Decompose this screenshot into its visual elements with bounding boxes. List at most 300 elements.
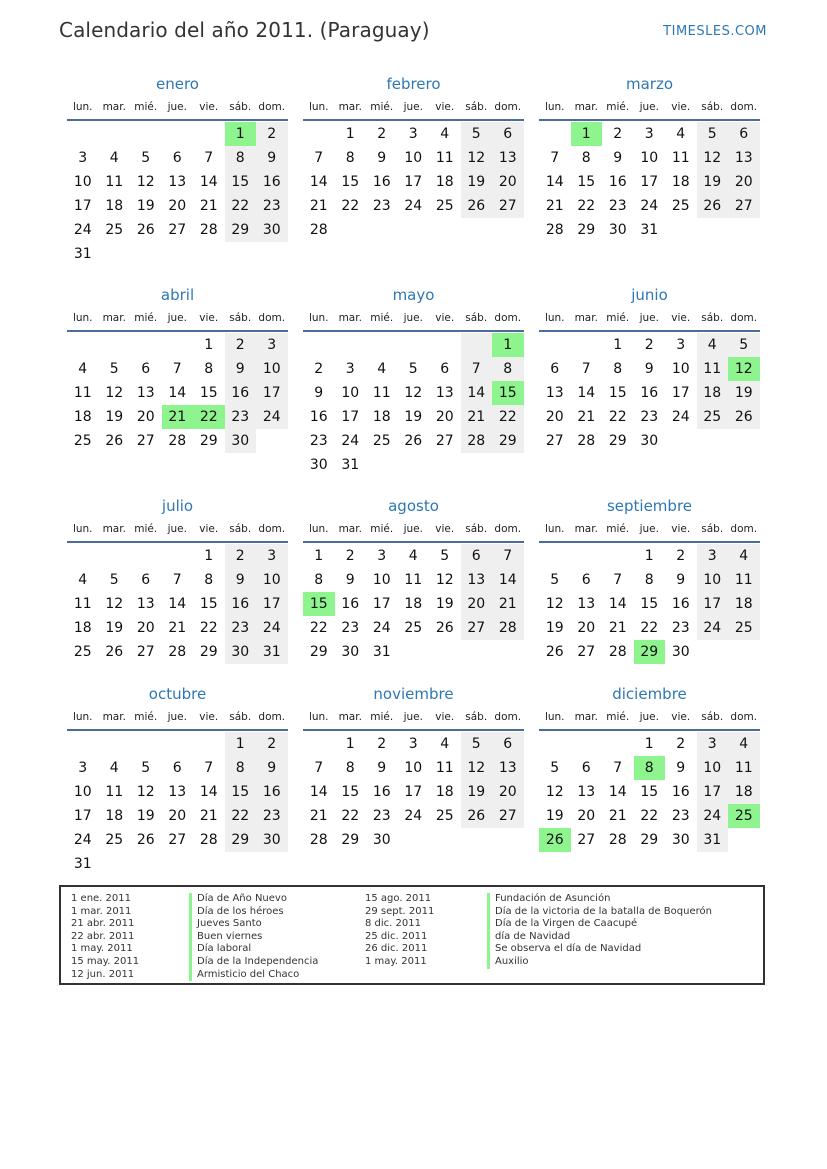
day-cell: 22 (341, 198, 360, 214)
holiday-date: 8 dic. 2011 (365, 918, 421, 930)
day-cell: 13 (577, 784, 596, 800)
day-cell: 12 (105, 596, 124, 612)
legend-names-right (487, 893, 712, 969)
day-empty (665, 218, 697, 242)
day-empty (99, 732, 131, 756)
day-cell: 19 (545, 620, 564, 636)
weekday-label: mié. (134, 312, 158, 324)
day-empty (256, 852, 288, 876)
day-cell: 20 (168, 198, 187, 214)
day-cell: 6 (492, 122, 524, 146)
day-cell: 6 (172, 150, 182, 166)
weekday-label: jue. (403, 523, 423, 535)
day-empty (256, 429, 288, 453)
holiday-name: Día de Año Nuevo (189, 893, 318, 906)
day-cell: 3 (256, 544, 288, 568)
day-cell: 18 (728, 780, 760, 804)
day-empty (461, 828, 493, 852)
day-empty (571, 333, 603, 357)
day-cell: 16 (256, 780, 288, 804)
weekday-label: vie. (435, 523, 455, 535)
weekday-header (67, 706, 288, 731)
day-cell: 19 (136, 198, 155, 214)
day-cell: 23 (225, 616, 257, 640)
day-empty (461, 640, 493, 664)
day-cell: 24 (404, 808, 423, 824)
day-cell: 16 (225, 592, 257, 616)
weekday-label: sáb. (229, 711, 252, 723)
day-cell: 4 (728, 732, 760, 756)
day-cell: 13 (577, 596, 596, 612)
day-cell: 9 (345, 572, 355, 588)
day-cell: 24 (372, 620, 391, 636)
day-cell: 27 (492, 804, 524, 828)
day-cell: 13 (435, 385, 454, 401)
day-cell: 7 (550, 150, 560, 166)
day-cell: 29 (199, 433, 218, 449)
day-cell: 17 (256, 592, 288, 616)
weekday-label: dom. (258, 101, 286, 113)
day-cell: 6 (141, 572, 151, 588)
day-cell: 22 (640, 808, 659, 824)
day-cell: 5 (109, 572, 119, 588)
day-cell: 25 (73, 644, 92, 660)
day-cell: 13 (461, 568, 493, 592)
weekday-label: dom. (494, 312, 522, 324)
brand-link[interactable]: TIMESLES.COM (663, 24, 767, 39)
day-cell: 8 (345, 760, 355, 776)
month-agosto (303, 494, 524, 664)
day-cell: 2 (314, 361, 324, 377)
weekday-label: mar. (574, 101, 598, 113)
day-grid (539, 544, 760, 664)
day-empty (193, 242, 225, 266)
weekday-label: jue. (403, 312, 423, 324)
weekday-label: lun. (544, 312, 565, 324)
day-cell: 29 (199, 644, 218, 660)
weekday-label: mar. (574, 523, 598, 535)
holiday-name: Se observa el día de Navidad (487, 943, 712, 956)
day-cell: 6 (492, 732, 524, 756)
day-cell: 21 (309, 808, 328, 824)
day-cell: 20 (168, 808, 187, 824)
day-empty (99, 852, 131, 876)
day-cell: 20 (577, 620, 596, 636)
month-name: febrero (386, 75, 441, 93)
day-cell: 23 (309, 433, 328, 449)
day-cell: 19 (105, 620, 124, 636)
day-cell: 13 (136, 596, 155, 612)
weekday-header (539, 307, 760, 332)
day-cell: 2 (225, 333, 257, 357)
day-cell: 16 (671, 784, 690, 800)
day-empty (492, 640, 524, 664)
day-cell: 12 (545, 784, 564, 800)
day-cell: 6 (581, 760, 591, 776)
day-cell: 16 (372, 784, 391, 800)
month-diciembre (539, 682, 760, 852)
day-cell: 21 (199, 198, 218, 214)
day-cell: 19 (697, 170, 729, 194)
weekday-label: mar. (338, 523, 362, 535)
month-junio (539, 283, 760, 453)
day-cell: 10 (640, 150, 659, 166)
day-cell: 28 (199, 832, 218, 848)
holiday-date: 22 abr. 2011 (71, 930, 135, 942)
day-empty (162, 852, 194, 876)
day-empty (162, 242, 194, 266)
holiday-date: 25 dic. 2011 (365, 930, 428, 942)
day-cell: 31 (640, 222, 659, 238)
day-cell: 2 (644, 337, 654, 353)
day-cell: 7 (461, 357, 493, 381)
day-cell: 2 (225, 544, 257, 568)
weekday-label: lun. (308, 101, 329, 113)
day-empty (429, 828, 461, 852)
day-cell: 14 (577, 385, 596, 401)
weekday-label: mié. (134, 711, 158, 723)
day-cell: 26 (697, 194, 729, 218)
day-cell: 30 (640, 433, 659, 449)
weekday-label: sáb. (465, 711, 488, 723)
day-cell: 27 (168, 222, 187, 238)
day-cell: 1 (314, 548, 324, 564)
day-cell: 15 (199, 596, 218, 612)
weekday-label: vie. (671, 312, 691, 324)
day-cell: 4 (78, 572, 88, 588)
month-name: mayo (392, 286, 435, 304)
day-empty (67, 333, 99, 357)
holiday-date: 1 may. 2011 (71, 943, 133, 955)
weekday-label: vie. (199, 312, 219, 324)
day-cell: 27 (577, 644, 596, 660)
day-empty (602, 544, 634, 568)
day-cell: 14 (461, 381, 493, 405)
day-empty (67, 544, 99, 568)
day-cell: 8 (225, 146, 257, 170)
weekday-label: dom. (494, 101, 522, 113)
weekday-label: mar. (102, 101, 126, 113)
day-cell: 10 (671, 361, 690, 377)
day-cell: 22 (577, 198, 596, 214)
day-cell: 3 (408, 126, 418, 142)
day-cell: 29 (341, 832, 360, 848)
day-cell: 17 (640, 174, 659, 190)
day-cell: 21 (608, 620, 627, 636)
day-cell: 21 (492, 592, 524, 616)
holiday-date: 1 ene. 2011 (71, 893, 131, 904)
day-cell: 12 (545, 596, 564, 612)
day-empty (728, 640, 760, 664)
month-name: agosto (388, 497, 439, 515)
day-cell: 1 (644, 736, 654, 752)
day-cell: 2 (613, 126, 623, 142)
day-cell: 8 (225, 756, 257, 780)
day-cell: 12 (136, 174, 155, 190)
day-cell: 22 (640, 620, 659, 636)
day-cell: 18 (372, 409, 391, 425)
day-cell: 6 (461, 544, 493, 568)
day-cell: 4 (728, 544, 760, 568)
day-empty (256, 242, 288, 266)
day-cell: 30 (671, 644, 690, 660)
day-cell: 25 (671, 198, 690, 214)
day-cell: 18 (671, 174, 690, 190)
day-cell: 19 (105, 409, 124, 425)
weekday-label: jue. (167, 101, 187, 113)
day-cell: 4 (676, 126, 686, 142)
day-cell: 9 (676, 572, 686, 588)
day-empty (492, 828, 524, 852)
day-cell: 2 (377, 736, 387, 752)
weekday-label: vie. (199, 101, 219, 113)
day-empty (602, 732, 634, 756)
day-cell: 16 (309, 409, 328, 425)
holiday-day: 21 (162, 405, 194, 429)
day-cell: 3 (377, 548, 387, 564)
day-cell: 31 (73, 856, 92, 872)
day-cell: 10 (73, 174, 92, 190)
day-empty (697, 429, 729, 453)
day-cell: 18 (728, 592, 760, 616)
day-cell: 29 (640, 832, 659, 848)
day-empty (193, 732, 225, 756)
day-cell: 16 (256, 170, 288, 194)
day-cell: 12 (697, 146, 729, 170)
day-cell: 3 (697, 544, 729, 568)
day-cell: 21 (199, 808, 218, 824)
day-cell: 30 (225, 429, 257, 453)
day-cell: 2 (676, 736, 686, 752)
day-cell: 28 (608, 832, 627, 848)
weekday-label: vie. (435, 711, 455, 723)
day-cell: 24 (671, 409, 690, 425)
day-empty (303, 122, 335, 146)
weekday-label: jue. (639, 101, 659, 113)
day-cell: 13 (545, 385, 564, 401)
day-empty (303, 333, 335, 357)
weekday-label: mar. (574, 711, 598, 723)
day-cell: 23 (608, 198, 627, 214)
day-cell: 28 (309, 832, 328, 848)
weekday-header (539, 518, 760, 543)
day-cell: 18 (105, 808, 124, 824)
day-cell: 10 (697, 756, 729, 780)
day-cell: 20 (461, 592, 493, 616)
day-cell: 17 (697, 592, 729, 616)
holiday-day: 29 (634, 640, 666, 664)
weekday-label: vie. (435, 312, 455, 324)
day-empty (225, 852, 257, 876)
holiday-name: Buen viernes (189, 931, 318, 944)
day-cell: 15 (341, 784, 360, 800)
day-cell: 21 (168, 620, 187, 636)
month-name: marzo (625, 75, 674, 93)
holiday-day: 25 (728, 804, 760, 828)
day-empty (492, 218, 524, 242)
day-grid (67, 333, 288, 453)
day-cell: 21 (461, 405, 493, 429)
day-cell: 30 (256, 828, 288, 852)
day-grid (303, 732, 524, 852)
day-cell: 30 (309, 457, 328, 473)
day-cell: 14 (608, 784, 627, 800)
day-cell: 4 (440, 736, 450, 752)
weekday-label: sáb. (701, 711, 724, 723)
day-cell: 3 (78, 150, 88, 166)
day-cell: 4 (109, 150, 119, 166)
weekday-label: sáb. (229, 312, 252, 324)
day-cell: 5 (109, 361, 119, 377)
day-cell: 9 (314, 385, 324, 401)
day-cell: 18 (404, 596, 423, 612)
day-cell: 15 (577, 174, 596, 190)
day-cell: 23 (341, 620, 360, 636)
holiday-name: Día de la Independencia (189, 956, 318, 969)
weekday-label: sáb. (465, 523, 488, 535)
day-cell: 28 (608, 644, 627, 660)
day-cell: 27 (545, 433, 564, 449)
month-enero (67, 72, 288, 266)
day-cell: 24 (256, 616, 288, 640)
day-cell: 7 (581, 361, 591, 377)
day-cell: 16 (341, 596, 360, 612)
day-empty (665, 429, 697, 453)
holiday-day: 1 (225, 122, 257, 146)
day-empty (398, 453, 430, 477)
day-cell: 30 (225, 640, 257, 664)
day-cell: 28 (545, 222, 564, 238)
day-cell: 22 (199, 620, 218, 636)
holiday-legend (59, 885, 765, 985)
day-cell: 1 (644, 548, 654, 564)
weekday-label: mar. (102, 523, 126, 535)
day-cell: 6 (440, 361, 450, 377)
day-cell: 23 (256, 194, 288, 218)
day-cell: 11 (728, 568, 760, 592)
day-cell: 29 (225, 828, 257, 852)
day-empty (429, 640, 461, 664)
day-empty (67, 732, 99, 756)
day-empty (398, 640, 430, 664)
day-cell: 5 (697, 122, 729, 146)
weekday-label: mar. (574, 312, 598, 324)
day-empty (539, 544, 571, 568)
day-grid (67, 732, 288, 876)
day-cell: 9 (377, 150, 387, 166)
day-cell: 21 (577, 409, 596, 425)
day-cell: 15 (341, 174, 360, 190)
day-cell: 18 (105, 198, 124, 214)
day-cell: 3 (78, 760, 88, 776)
day-cell: 10 (256, 568, 288, 592)
day-empty (492, 453, 524, 477)
month-name: diciembre (612, 685, 687, 703)
day-cell: 24 (404, 198, 423, 214)
day-empty (398, 333, 430, 357)
day-empty (225, 242, 257, 266)
weekday-label: mar. (338, 101, 362, 113)
day-grid (303, 544, 524, 664)
month-octubre (67, 682, 288, 876)
holiday-name: Auxilio (487, 956, 712, 969)
day-cell: 24 (697, 804, 729, 828)
day-cell: 25 (372, 433, 391, 449)
day-empty (130, 544, 162, 568)
day-cell: 5 (440, 548, 450, 564)
day-cell: 2 (256, 122, 288, 146)
day-cell: 30 (372, 832, 391, 848)
day-cell: 23 (640, 409, 659, 425)
day-cell: 17 (372, 596, 391, 612)
day-cell: 3 (697, 732, 729, 756)
page-title: Calendario del año 2011. (Paraguay) (59, 18, 430, 42)
day-cell: 25 (105, 222, 124, 238)
weekday-label: lun. (308, 711, 329, 723)
day-cell: 10 (404, 760, 423, 776)
day-cell: 17 (256, 381, 288, 405)
day-cell: 3 (676, 337, 686, 353)
day-cell: 29 (309, 644, 328, 660)
holiday-day: 1 (571, 122, 603, 146)
day-cell: 9 (644, 361, 654, 377)
day-empty (728, 828, 760, 852)
day-cell: 18 (435, 784, 454, 800)
day-cell: 10 (73, 784, 92, 800)
weekday-label: dom. (730, 523, 758, 535)
day-cell: 14 (168, 385, 187, 401)
day-cell: 16 (372, 174, 391, 190)
day-cell: 2 (345, 548, 355, 564)
day-cell: 26 (105, 433, 124, 449)
day-cell: 11 (105, 784, 124, 800)
day-cell: 24 (341, 433, 360, 449)
day-empty (728, 429, 760, 453)
day-cell: 2 (377, 126, 387, 142)
day-cell: 17 (671, 385, 690, 401)
day-cell: 2 (676, 548, 686, 564)
day-cell: 17 (73, 198, 92, 214)
weekday-label: jue. (403, 101, 423, 113)
day-cell: 31 (341, 457, 360, 473)
day-cell: 24 (640, 198, 659, 214)
day-cell: 11 (73, 385, 92, 401)
day-cell: 18 (435, 174, 454, 190)
weekday-label: jue. (167, 523, 187, 535)
day-cell: 27 (168, 832, 187, 848)
month-name: septiembre (606, 497, 693, 515)
day-cell: 13 (136, 385, 155, 401)
day-cell: 10 (341, 385, 360, 401)
day-cell: 13 (168, 784, 187, 800)
day-empty (697, 218, 729, 242)
weekday-label: dom. (730, 101, 758, 113)
day-cell: 22 (225, 804, 257, 828)
day-cell: 28 (168, 433, 187, 449)
day-cell: 15 (640, 596, 659, 612)
weekday-header (303, 518, 524, 543)
day-cell: 28 (461, 429, 493, 453)
day-empty (162, 544, 194, 568)
day-cell: 19 (435, 596, 454, 612)
month-marzo (539, 72, 760, 242)
weekday-label: lun. (308, 523, 329, 535)
day-cell: 15 (608, 385, 627, 401)
day-cell: 9 (256, 756, 288, 780)
weekday-label: jue. (639, 711, 659, 723)
day-empty (99, 544, 131, 568)
weekday-header (303, 96, 524, 121)
